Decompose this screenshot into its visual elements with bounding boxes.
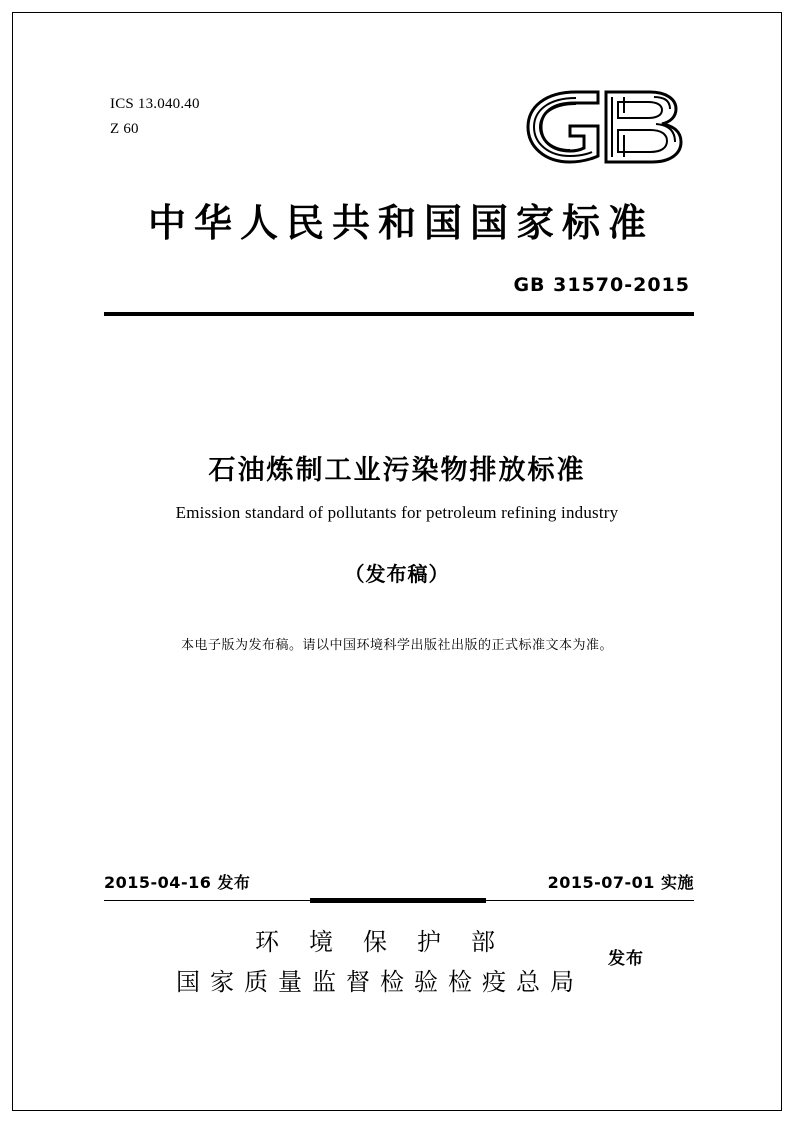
gb-logo-icon	[514, 78, 694, 176]
document-note: 本电子版为发布稿。请以中国环境科学出版社出版的正式标准文本为准。	[180, 638, 613, 653]
publisher-ministry: 环境保护部	[255, 928, 525, 956]
document-title-cn: 石油炼制工业污染物排放标准	[208, 455, 586, 486]
publisher-administration: 国家质量监督检验检疫总局	[176, 968, 584, 996]
page-title: 中华人民共和国国家标准	[147, 201, 654, 245]
ics-code: ICS 13.040.40	[110, 96, 200, 112]
divider-top	[104, 312, 694, 316]
document-subtitle: （发布稿）	[344, 562, 450, 586]
publish-label: 发布	[608, 949, 644, 969]
ics-block	[110, 92, 200, 142]
document-title-en: Emission standard of pollutants for petroleum refining industry	[175, 503, 619, 522]
standard-number: GB 31570-2015	[513, 274, 690, 296]
classification-code: Z 60	[110, 121, 139, 137]
effective-date: 2015-07-01 实施	[547, 873, 694, 892]
divider-bottom-accent	[310, 898, 486, 903]
issue-date: 2015-04-16 发布	[104, 873, 251, 892]
